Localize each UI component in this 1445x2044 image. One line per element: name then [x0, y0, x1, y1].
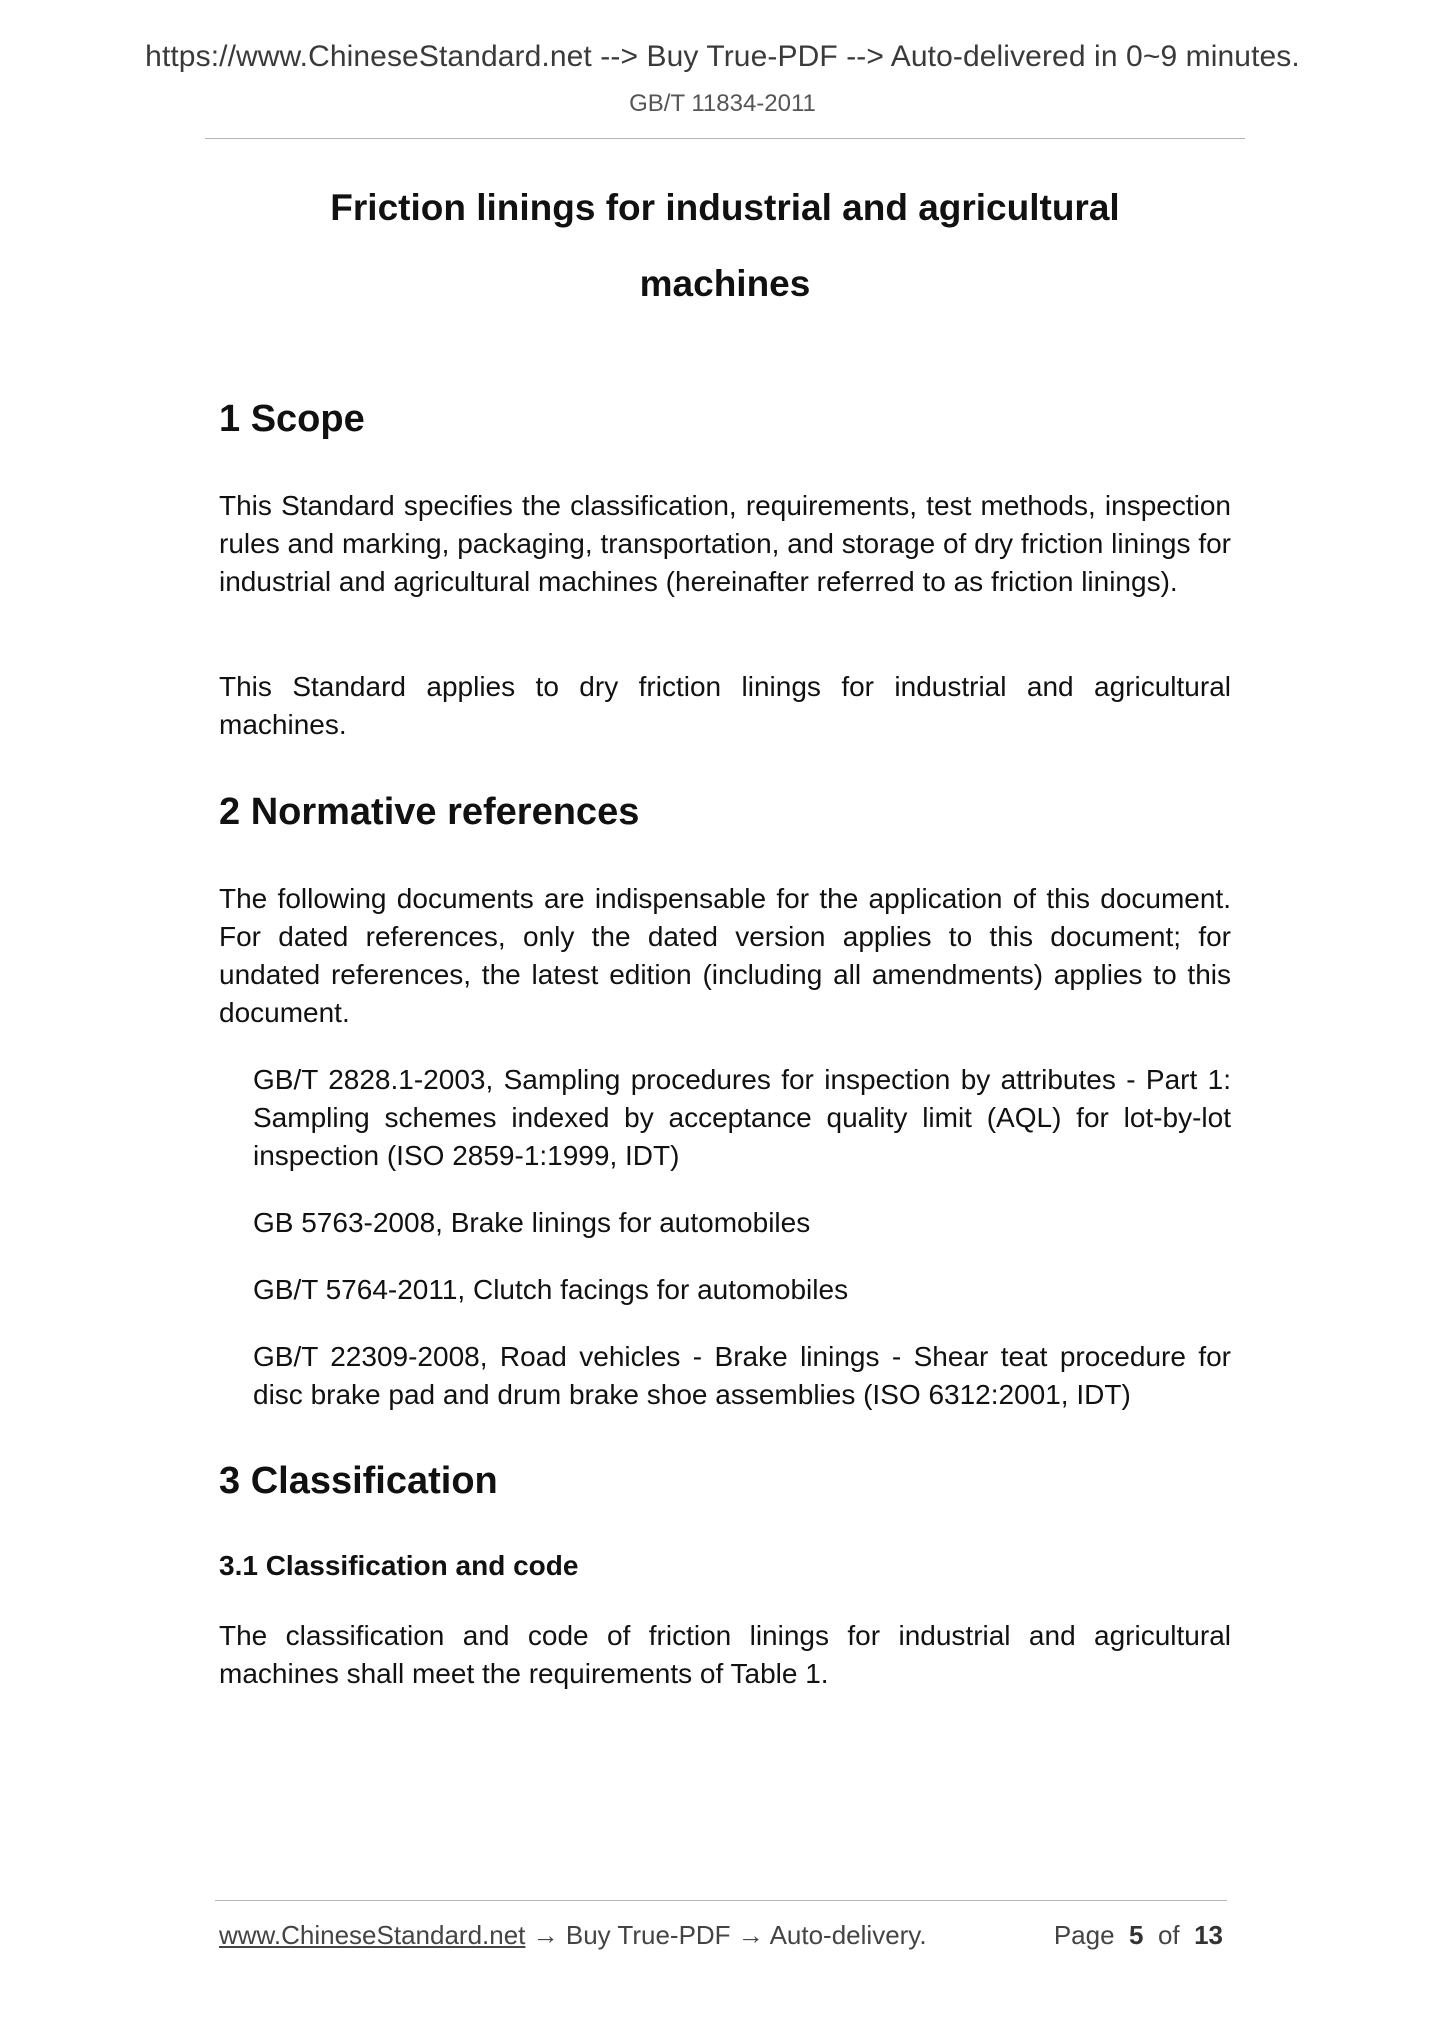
- classification-paragraph: The classification and code of friction linings for industrial and agricultural machines shall meet the requirements of Table 1.: [219, 1620, 1231, 1689]
- reference-item: GB/T 5764-2011, Clutch facings for automobiles: [253, 1274, 849, 1305]
- document-title-line-2: machines: [639, 263, 811, 304]
- section-heading-classification: 3 Classification: [219, 1460, 498, 1502]
- top-banner: https://www.ChineseStandard.net --> Buy True-PDF --> Auto-delivered in 0~9 minutes.: [145, 40, 1300, 73]
- reference-item: GB/T 22309-2008, Road vehicles - Brake linings - Shear teat procedure for disc brake pad and drum brake shoe assemblies (ISO 6312:2001, IDT): [253, 1341, 1231, 1410]
- header-divider: [205, 138, 1245, 139]
- scope-paragraph-1: This Standard specifies the classification, requirements, test methods, inspection rules and marking, packaging, transportation, and storage of dry friction linings for industrial and agricultural machines (hereinafter referred to as friction linings).: [219, 490, 1231, 597]
- section-heading-scope: 1 Scope: [219, 398, 365, 440]
- total-page-count: 13: [1194, 1920, 1223, 1950]
- footer-delivery-text: → Buy True-PDF → Auto-delivery.: [525, 1920, 927, 1950]
- page-indicator: [1054, 1920, 1223, 1951]
- page-of-label: of: [1157, 1920, 1180, 1950]
- footer-site-link[interactable]: www.ChineseStandard.net: [219, 1920, 526, 1950]
- subsection-heading-classification-and-code: 3.1 Classification and code: [219, 1550, 579, 1581]
- normative-references-intro: The following documents are indispensable for the application of this document. For dated references, only the dated version applies to this document; for undated references, the latest edition (including all amendments) applies to this document.: [219, 883, 1231, 1028]
- section-heading-normative-references: 2 Normative references: [219, 791, 640, 833]
- standard-code: GB/T 11834-2011: [629, 90, 816, 117]
- reference-item: GB/T 2828.1-2003, Sampling procedures for inspection by attributes - Part 1: Sampling schemes indexed by acceptance quality limit (AQL) for lot-by-lot inspection (ISO 2859-1:1999, IDT): [253, 1064, 1231, 1171]
- page-label: Page: [1053, 1920, 1115, 1950]
- document-title-line-1: Friction linings for industrial and agricultural: [330, 187, 1120, 228]
- page-footer: [219, 1920, 1231, 1951]
- footer-divider: [215, 1900, 1227, 1901]
- current-page-number: 5: [1129, 1920, 1144, 1950]
- scope-paragraph-2: This Standard applies to dry friction linings for industrial and agricultural machines.: [219, 671, 1231, 740]
- reference-item: GB 5763-2008, Brake linings for automobiles: [253, 1207, 811, 1238]
